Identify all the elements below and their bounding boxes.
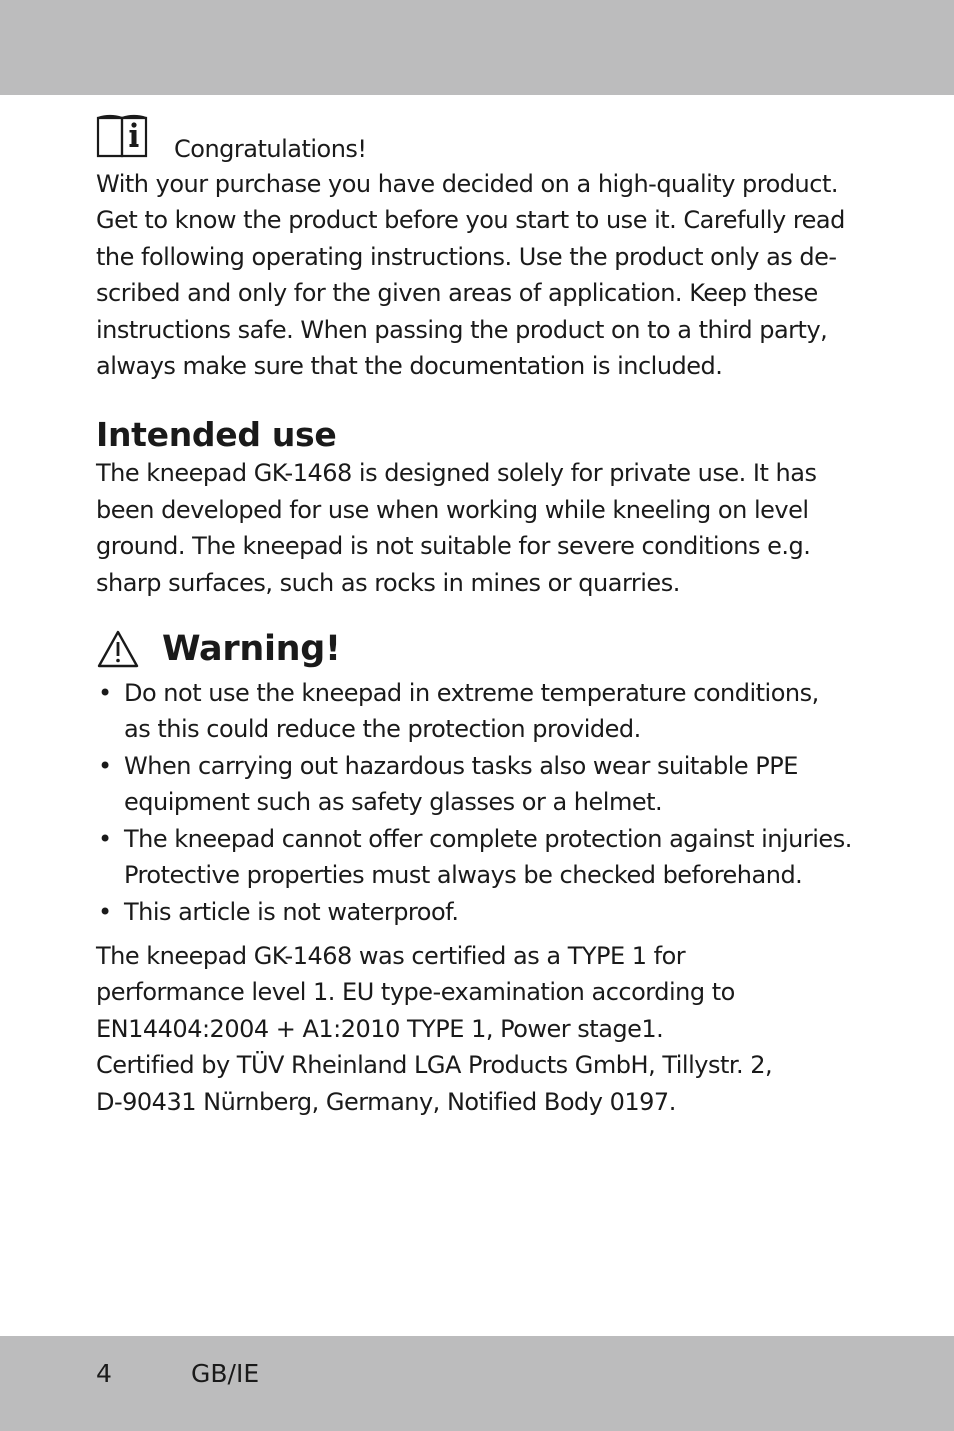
page-number: 4 (96, 1359, 112, 1388)
certification-paragraph (96, 938, 896, 1120)
text-line: as this could reduce the protection provided. (124, 715, 641, 744)
text-line: This article is not waterproof. (124, 897, 459, 926)
intended-use-heading: Intended use (96, 415, 337, 455)
page-content (96, 112, 896, 1120)
text-line: sharp surfaces, such as rocks in mines or quarries. (96, 568, 680, 597)
list-item (96, 675, 896, 748)
text-line: ground. The kneepad is not suitable for severe conditions e.g. (96, 532, 811, 561)
bullet: • (98, 751, 112, 780)
text-line: Protective properties must always be checked beforehand. (124, 861, 803, 890)
text-line: With your purchase you have decided on a high-quality product. (96, 170, 838, 198)
intro-header (96, 112, 896, 170)
warning-heading: Warning! (162, 629, 341, 670)
language-code: GB/IE (191, 1359, 260, 1388)
text-line: equipment such as safety glasses or a helmet. (124, 788, 663, 817)
list-item (96, 894, 896, 930)
text-line: The kneepad cannot offer complete protection against injuries. (124, 824, 852, 853)
text-line: Certified by TÜV Rheinland LGA Products GmbH, Tillystr. 2, (96, 1051, 773, 1080)
text-line: When carrying out hazardous tasks also wear suitable PPE (124, 751, 798, 780)
text-line: instructions safe. When passing the product on to a third party, (96, 315, 828, 344)
intended-use-paragraph (96, 455, 896, 601)
text-line: scribed and only for the given areas of application. Keep these (96, 279, 818, 308)
list-item (96, 748, 896, 821)
text-line: The kneepad GK-1468 was certified as a TYPE 1 for (96, 941, 686, 970)
list-item (96, 821, 896, 894)
text-line: performance level 1. EU type-examination according to (96, 978, 735, 1007)
text-line: the following operating instructions. Use the product only as de- (96, 242, 837, 271)
intro-heading: Congratulations! (174, 135, 367, 163)
text-line: been developed for use when working while kneeling on level (96, 495, 809, 524)
bullet: • (98, 679, 112, 708)
bullet: • (98, 897, 112, 926)
text-line: Do not use the kneepad in extreme temperature conditions, (124, 679, 819, 708)
text-line: D-90431 Nürnberg, Germany, Notified Body 0197. (96, 1087, 676, 1116)
info-book-icon (96, 112, 150, 160)
text-line: EN14404:2004 + A1:2010 TYPE 1, Power stage1. (96, 1014, 664, 1043)
warning-triangle-icon (96, 629, 140, 669)
bullet: • (98, 824, 112, 853)
footer-band (0, 1336, 954, 1431)
text-line: Get to know the product before you start to use it. Carefully read (96, 206, 845, 235)
intro-paragraph (96, 166, 896, 384)
warning-header (96, 625, 896, 675)
warning-list (96, 675, 896, 930)
text-line: always make sure that the documentation is included. (96, 352, 723, 381)
header-band (0, 0, 954, 95)
text-line: The kneepad GK-1468 is designed solely for private use. It has (96, 459, 817, 488)
